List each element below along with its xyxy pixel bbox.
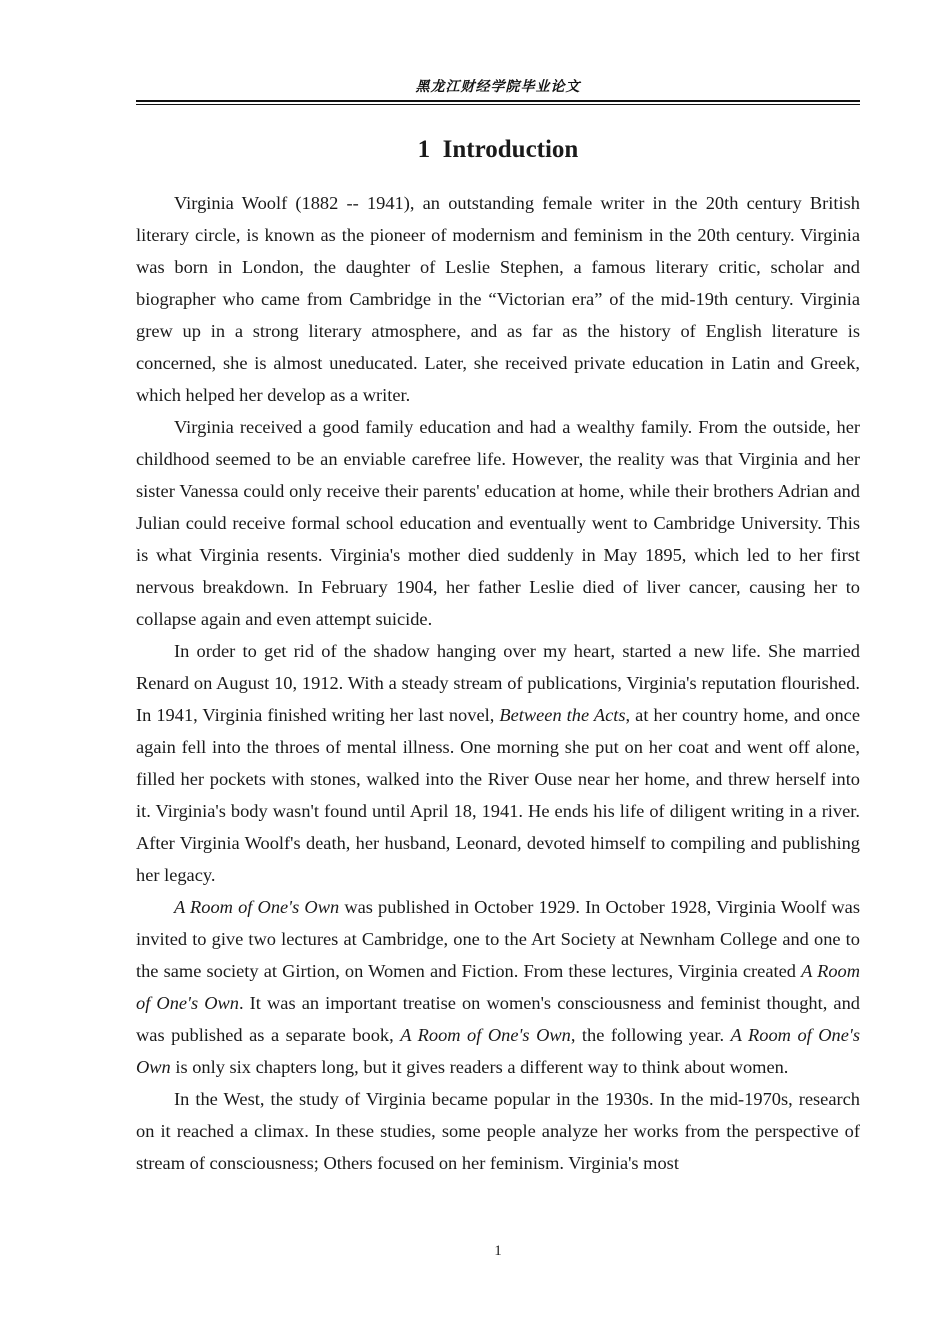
chapter-heading: 1 Introduction	[417, 136, 579, 163]
paragraph-text: . It was an important treatise on women's consciousness and feminist thought, and was published as a separate book,	[136, 993, 860, 1045]
body-text	[136, 187, 860, 1179]
italic-title: Between the Acts	[499, 705, 626, 725]
paragraph	[136, 635, 860, 891]
italic-title: A Room of One's Own	[400, 1025, 571, 1045]
paragraph-text: In the West, the study of Virginia became popular in the 1930s. In the mid-1970s, research on it reached a climax. In these studies, some people analyze her works from the perspective of stream of consciousness; Others focused on her feminism. Virginia's most	[136, 1089, 860, 1173]
italic-title: A Room of One's Own	[136, 1025, 860, 1077]
italic-title: A Room of One's Own	[174, 897, 340, 917]
paragraph-text: , the following year.	[570, 1025, 731, 1045]
paragraph-text: Virginia Woolf (1882 -- 1941), an outstanding female writer in the 20th century British literary circle, is known as the pioneer of modernism and feminism in the 20th century. Virginia was born in London, the daughter of Leslie Stephen, a famous literary critic, scholar and biographer who came from Cambridge in the “Victorian era” of the mid-19th century. Virginia grew up in a strong literary atmosphere, and as far as the history of English literature is concerned, she is almost uneducated. Later, she received private education in Latin and Greek, which helped her develop as a writer.	[136, 193, 860, 405]
header-rule	[136, 100, 860, 102]
paragraph	[136, 891, 860, 1083]
running-header: 黑龙江财经学院毕业论文	[415, 79, 581, 95]
paragraph-text: Virginia received a good family education and had a wealthy family. From the outside, her childhood seemed to be an enviable carefree life. However, the reality was that Virginia and her sister Vanessa could only receive their parents' education at home, while their brothers Adrian and Julian could receive formal school education and eventually went to Cambridge University. This is what Virginia resents. Virginia's mother died suddenly in May 1895, which led to her first nervous breakdown. In February 1904, her father Leslie died of liver cancer, causing her to collapse again and even attempt suicide.	[136, 417, 860, 629]
paragraph-text: In order to get rid of the shadow hanging over my heart, started a new life. She married Renard on August 10, 1912. With a steady stream of publications, Virginia's reputation flourished. In 1941, Virginia finished writing her last novel,	[136, 641, 860, 725]
italic-title: A Room of One's Own	[136, 961, 861, 1013]
paragraph-text: , at her country home, and once again fell into the throes of mental illness. One morning she put on her coat and went off alone, filled her pockets with stones, walked into the River Ouse near her home, and threw herself into it. Virginia's body wasn't found until April 18, 1941. He ends his life of diligent writing in a river. After Virginia Woolf's death, her husband, Leonard, devoted himself to compiling and publishing her legacy.	[136, 705, 860, 885]
page-number: 1	[494, 1243, 502, 1259]
paragraph	[136, 1083, 860, 1179]
paragraph-text: is only six chapters long, but it gives readers a different way to think about women.	[170, 1057, 789, 1077]
header-rule-thin	[136, 104, 860, 105]
paragraph-text: was published in October 1929. In October 1928, Virginia Woolf was invited to give two lectures at Cambridge, one to the Art Society at Newnham College and one to the same society at Girtion, on Women and Fiction. From these lectures, Virginia created	[136, 897, 861, 981]
paragraph	[136, 411, 860, 635]
paragraph	[136, 187, 860, 411]
